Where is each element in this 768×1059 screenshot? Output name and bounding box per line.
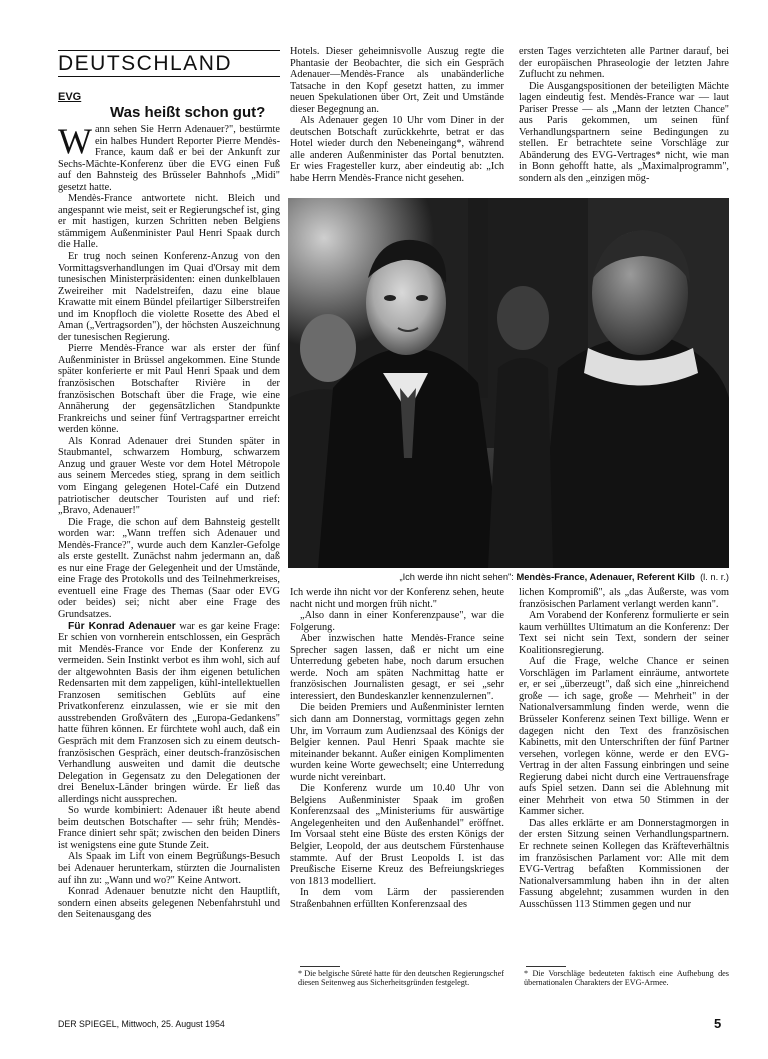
paragraph: Die beiden Premiers und Außenminister lernten sich dann am Donnerstag, vormittags gegen zehn Uhr, im Vorraum zum Audienzsaal des Königs der Belgier kennen. Paul Henri Spaak machte sie miteinander bekannt. Außer einigen Komplimenten wurden keine Worte gewechselt; eine Unterredung wurde nicht vereinbart.	[290, 702, 504, 783]
section-title: DEUTSCHLAND	[58, 50, 280, 77]
column-1	[58, 124, 280, 1014]
topic-kicker: EVG	[58, 91, 82, 103]
drop-cap: W	[58, 124, 92, 161]
news-photograph	[288, 198, 729, 568]
article-headline: Was heißt schon gut?	[110, 104, 266, 121]
paragraph: Hotels. Dieser geheimnisvolle Auszug regte die Phantasie der Beobachter, die sich ein Gespräch Adenauer—Mendès-France als unabänderliche Tatsache in den Kopf gesetzt hatten, zu immer neuen Spekulationen über Ort, Zeit und Umstände dieser Begegnung an.	[290, 46, 504, 115]
paragraph: Als Konrad Adenauer drei Stunden später in Staubmantel, schwarzem Homburg, schwarzem Anzug und grauer Weste vor dem Hotel Métropole aus seinem Mercedes stieg, sprang in dem seitlich vom Eingang gelegenen Hotel-Café ein Dutzend patriotischer deutscher Touristen auf und rief: „Bravo, Adenauer!"	[58, 435, 280, 517]
column-3-bottom	[519, 587, 729, 967]
paragraph: In dem vom Lärm der passierenden Straßenbahnen erfüllten Konferenzsaal des	[290, 887, 504, 910]
caption-quote: „Ich werde ihn nicht sehen":	[399, 572, 517, 582]
caption-suffix: (l. n. r.)	[694, 572, 729, 582]
paragraph: lichen Kompromiß", als „das Äußerste, was vom französischen Parlament verlangt werden kann".	[519, 587, 729, 610]
paragraph: Ich werde ihn nicht vor der Konferenz sehen, heute nacht nicht und morgen früh nicht."	[290, 587, 504, 610]
paragraph: Auf die Frage, welche Chance er seinen Vorschlägen im Parlament einräume, antwortete er, er sei „überzeugt", daß sich eine „hinreichend große — ich sage, große — Mehrheit" in der Nationalversammlung finden werde, wenn die Brüsseler Konferenz seinen Text billige. Wenn er dagegen nicht den Text des französischen Kabinetts, mit den Unterschriften der fünf Partner versehen, vorlegen könne, werde er den EVG-Vertrag in der alten Fassung einbringen und seine Regierung dabei nicht durch eine Vertrauensfrage aufs Spiel setzen. Dann sei die Ablehnung mit einer Mehrheit von etwa 50 Stimmen in der Kammer sicher.	[519, 656, 729, 818]
paragraph: „Also dann in einer Konferenzpause", war die Folgerung.	[290, 610, 504, 633]
column-2-top	[290, 46, 504, 191]
paragraph: Für Konrad Adenauer war es gar keine Frage: Er schien von vornherein entschlossen, ein Gespräch mit Mendès-France vor Ende der Konferenz zu vermeiden. Sein Instinkt verbot es ihm wohl, sich auf der altgewohnten Basis der ihm eigenen betulichen Redensarten mit dem zappeligen, kühl-intellektuellen Franzosen semitischen Geblüts auf eine Privatkonferenz einzulassen, wie er sie mit den ausstrebenden Großvätern des „Europa-Gedankens" hatte führen können. Er fürchtete wohl auch, daß ein Gespräch mit dem Franzosen sich zu einem deutsch-französischen Gespräch, einer deutsch-französischen Verhandlung ausweiten und damit die deutsche Delegation in Gegensatz zu den Delegationen der drei Benelux-Länder bringen würde. Er ließ das allerdings nicht aussprechen.	[58, 620, 280, 805]
page-footer: DER SPIEGEL, Mittwoch, 25. August 1954	[58, 1019, 225, 1029]
footnote-divider	[526, 966, 566, 967]
paragraph: So wurde kombiniert: Adenauer ißt heute abend beim deutschen Botschafter — sehr früh; Mendès-France diniert sehr spät; zwischen den beiden Diners ist wenigstens eine gute Stunde Zeit.	[58, 805, 280, 851]
paragraph: Als Adenauer gegen 10 Uhr vom Diner in der deutschen Botschaft zurückkehrte, betrat er das Hotel wieder durch den Nebeneingang*, während alle anderen Außenminister das Portal benutzten. Er wies Fragesteller kurz, aber eindeutig ab: „Ich habe Herrn Mendès-France nicht gesehen.	[290, 115, 504, 185]
column-3-top	[519, 46, 729, 191]
paragraph: Die Ausgangspositionen der beteiligten Mächte lagen eindeutig fest. Mendès-France war — laut Pariser Presse — als „Mann der letzten Chance" aus Paris gekommen, um seinen fünf Verhandlungspartnern seine Bedingungen zu stellen. Er betrachtete seine Vorschläge zur Abänderung des EVG-Vertrages* nicht, wie man in Bonn gehofft hatte, als „Maximalprogramm", sondern als den „einzigen mög-	[519, 80, 729, 185]
footnote-divider	[300, 966, 340, 967]
page-number: 5	[714, 1016, 722, 1031]
paragraph: Die Konferenz wurde um 10.40 Uhr von Belgiens Außenminister Spaak im großen Konferenzsaal des „Ministeriums für auswärtige Angelegenheiten und den Außenhandel" eröffnet. Im Vorsaal steht eine Büste des ersten Königs der Belgier, Leopold, der aus deutschem Fürstenhause stammte. Auf der Brust Leopolds I. ist das Preußische Eiserne Kreuz des Befreiungskrieges von 1813 modelliert.	[290, 783, 504, 887]
photo-illustration	[288, 198, 729, 568]
subheading: Für Konrad Adenauer	[68, 620, 176, 632]
paragraph: ersten Tages verzichteten alle Partner darauf, bei der europäischen Phraseologie der letzten Jahre Zuflucht zu nehmen.	[519, 46, 729, 81]
paragraph: Er trug noch seinen Konferenz-Anzug von den Vormittagsverhandlungen im Quai d'Orsay mit dem tunesischen Ministerpräsidenten: einen dunkelblauen Zweireiher mit Nadelstreifen, dazu eine blaue Krawatte mit einem Bündel pfeilartiger Silberstreifen und im Knopfloch die violette Rosette des Abed el Aman („Vertragsorden"), der höchsten Auszeichnung der tunesischen Regierung.	[58, 251, 280, 343]
paragraph: Aber inzwischen hatte Mendès-France seine Sprecher sagen lassen, daß er nicht um eine Unterredung gebeten habe, noch darum ersuchen werde. Noch am späten Nachmittag hatte er französischen Journalisten gesagt, er sei „sehr interessiert, den Bundeskanzler kennenzulernen".	[290, 633, 504, 702]
paragraph: Als Spaak im Lift von einem Begrüßungs-Besuch bei Adenauer herunterkam, stürzten die Journalisten auf ihn zu: „Wann und wo?" Keine Antwort.	[58, 851, 280, 886]
photo-caption	[293, 572, 729, 582]
paragraph: Am Vorabend der Konferenz formulierte er sein kaum verhülltes Ultimatum an die Konferenz: Der Text sei nicht sein Text, sondern der seiner Koalitionsregierung.	[519, 610, 729, 656]
caption-names: Mendès-France, Adenauer, Referent Kilb	[516, 572, 695, 582]
footnote: * Die belgische Sûreté hatte für den deutschen Regierungschef diesen Seitenweg aus Sicherheitsgründen festgelegt.	[298, 969, 504, 988]
paragraph: Die Frage, die schon auf dem Bahnsteig gestellt worden war: „Wann treffen sich Adenauer und Mendès-France?", wurde auch dem Kanzler-Gefolge als erste gestellt. Zunächst nahm jedermann an, daß es nur eine Frage der Gelegenheit und der Umstände, eine Frage des Protokolls und des Teilnehmerkreises, eventuell eine Frage des Themas (Saar oder EVG oder beides) sei; nicht aber eine Frage des Grundsatzes.	[58, 516, 280, 620]
paragraph: Wann sehen Sie Herrn Adenauer?", bestürmte ein halbes Hundert Reporter Pierre Mendès-France, kaum daß er bei der Ankunft zur Sechs-Mächte-Konferenz über die EVG einen Fuß auf den Bahnsteig des Brüsseler Bahnhofs „Midi" gesetzt hatte.	[58, 124, 280, 193]
paragraph: Pierre Mendès-France war als erster der fünf Außenminister in Brüssel angekommen. Eine Stunde später konferierte er mit Paul Henri Spaak und dem französischen Botschafter Rivière in der französischen Botschaft über die Frage, wie eine Annäherung der gegensätzlichen Standpunkte Frankreichs und seiner fünf Vertragspartner erreicht werden könne.	[58, 343, 280, 436]
column-2-bottom	[290, 587, 504, 967]
paragraph: Das alles erklärte er am Donnerstagmorgen in der ersten Sitzung seinen Verhandlungspartnern. Er rechnete seinen Kollegen das Kräfteverhältnis im französischen Parlament vor: Alle mit dem EVG-Vertrag befaßten Kommissionen der Nationalversammlung haben ihn in der alten Fassung abgelehnt; zusammen wurden in den Ausschüssen 113 Stimmen gegen und nur	[519, 817, 729, 910]
paragraph: Mendès-France antwortete nicht. Bleich und angespannt wie meist, seit er Regierungschef ist, ging er mit hastigen, kurzen Schritten neben Belgiens stämmigem Außenminister Paul Henri Spaak durch die Halle.	[58, 193, 280, 251]
footnote: * Die Vorschläge bedeuteten faktisch eine Aufhebung des übernationalen Charakters der EVG-Armee.	[524, 969, 729, 988]
paragraph: Konrad Adenauer benutzte nicht den Hauptlift, sondern einen abseits gelegenen Nebenfahrstuhl und den Seitenausgang des	[58, 886, 280, 921]
